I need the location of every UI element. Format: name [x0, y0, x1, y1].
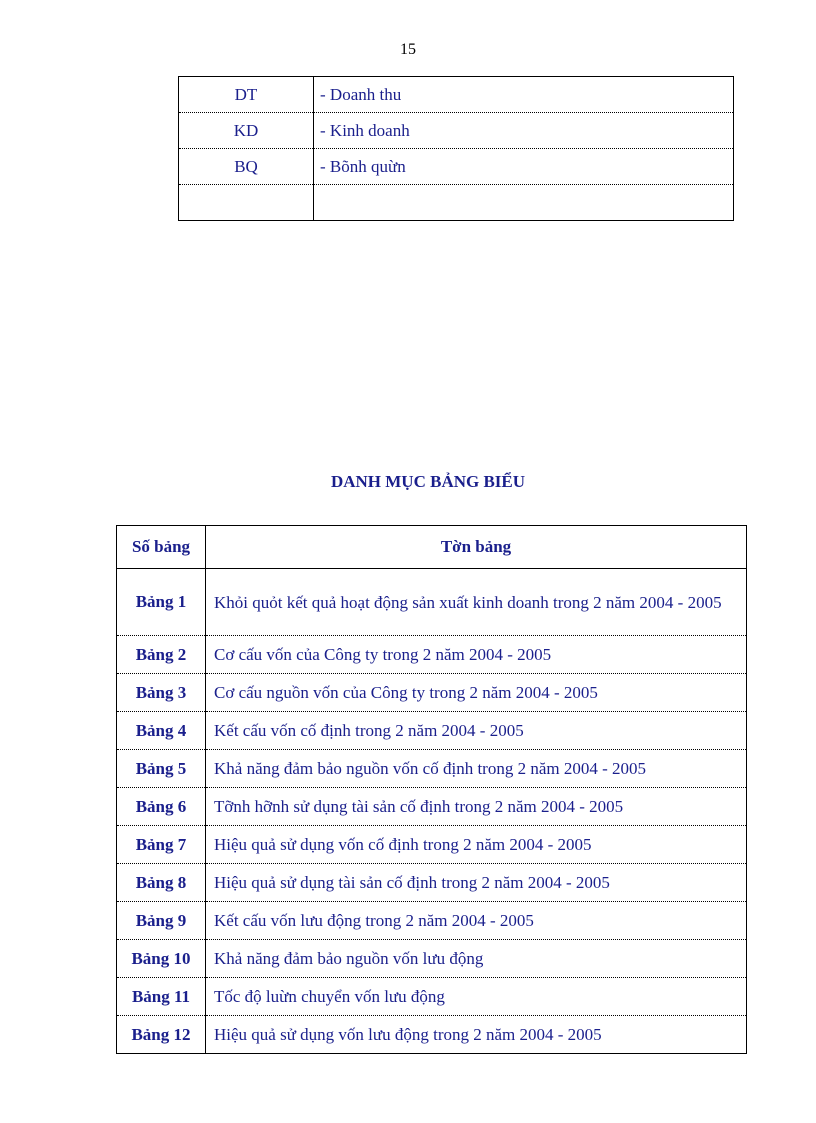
- table-name: Kết cấu vốn cố định trong 2 năm 2004 - 2005: [206, 712, 747, 750]
- table-name: Cơ cấu nguồn vốn của Công ty trong 2 năm 2004 - 2005: [206, 674, 747, 712]
- table-number: Bảng 9: [117, 902, 206, 940]
- table-row: [117, 864, 747, 902]
- table-row: [179, 185, 734, 221]
- table-row: [117, 978, 747, 1016]
- table-name: Cơ cấu vốn của Công ty trong 2 năm 2004 - 2005: [206, 636, 747, 674]
- table-row: [179, 77, 734, 113]
- page-number: 15: [400, 41, 416, 58]
- table-row: [117, 636, 747, 674]
- abbreviation-meaning: [314, 185, 734, 221]
- table-number: Bảng 1: [117, 569, 206, 636]
- table-row: [117, 788, 747, 826]
- table-name: Tỡnh hỡnh sử dụng tài sản cố định trong 2 năm 2004 - 2005: [206, 788, 747, 826]
- table-number: Bảng 5: [117, 750, 206, 788]
- table-number: Bảng 10: [117, 940, 206, 978]
- table-name: Khả năng đảm bảo nguồn vốn cố định trong 2 năm 2004 - 2005: [206, 750, 747, 788]
- section-title: DANH MỤC BẢNG BIỂU: [330, 472, 526, 491]
- table-name: Kết cấu vốn lưu động trong 2 năm 2004 - 2005: [206, 902, 747, 940]
- table-row: [117, 674, 747, 712]
- abbreviation-meaning: - Bõnh quừn: [314, 149, 734, 185]
- column-header-number: Số bảng: [117, 526, 206, 569]
- table-row: [117, 826, 747, 864]
- table-list: [116, 525, 747, 1054]
- column-header-name: Tờn bảng: [206, 526, 747, 569]
- abbreviation-code: BQ: [179, 149, 314, 185]
- table-row: [179, 113, 734, 149]
- table-row: [117, 1016, 747, 1054]
- table-row: [117, 940, 747, 978]
- table-row: [179, 149, 734, 185]
- abbreviation-code: [179, 185, 314, 221]
- table-row: [117, 712, 747, 750]
- abbreviation-meaning: - Kinh doanh: [314, 113, 734, 149]
- table-number: Bảng 11: [117, 978, 206, 1016]
- table-number: Bảng 8: [117, 864, 206, 902]
- table-number: Bảng 2: [117, 636, 206, 674]
- table-row: [117, 750, 747, 788]
- table-number: Bảng 7: [117, 826, 206, 864]
- table-name: Khả năng đảm bảo nguồn vốn lưu động: [206, 940, 747, 978]
- table-name: Hiệu quả sử dụng vốn cố định trong 2 năm 2004 - 2005: [206, 826, 747, 864]
- table-number: Bảng 6: [117, 788, 206, 826]
- table-name: Khỏi quỏt kết quả hoạt động sản xuất kinh doanh trong 2 năm 2004 - 2005: [206, 569, 747, 636]
- table-header-row: [117, 526, 747, 569]
- table-number: Bảng 3: [117, 674, 206, 712]
- abbreviation-table: [178, 76, 734, 221]
- abbreviation-meaning: - Doanh thu: [314, 77, 734, 113]
- table-name: Hiệu quả sử dụng vốn lưu động trong 2 năm 2004 - 2005: [206, 1016, 747, 1054]
- table-row: [117, 902, 747, 940]
- table-row: [117, 569, 747, 636]
- table-number: Bảng 4: [117, 712, 206, 750]
- abbreviation-code: DT: [179, 77, 314, 113]
- table-name: Hiệu quả sử dụng tài sản cố định trong 2 năm 2004 - 2005: [206, 864, 747, 902]
- table-number: Bảng 12: [117, 1016, 206, 1054]
- abbreviation-code: KD: [179, 113, 314, 149]
- table-name: Tốc độ luừn chuyển vốn lưu động: [206, 978, 747, 1016]
